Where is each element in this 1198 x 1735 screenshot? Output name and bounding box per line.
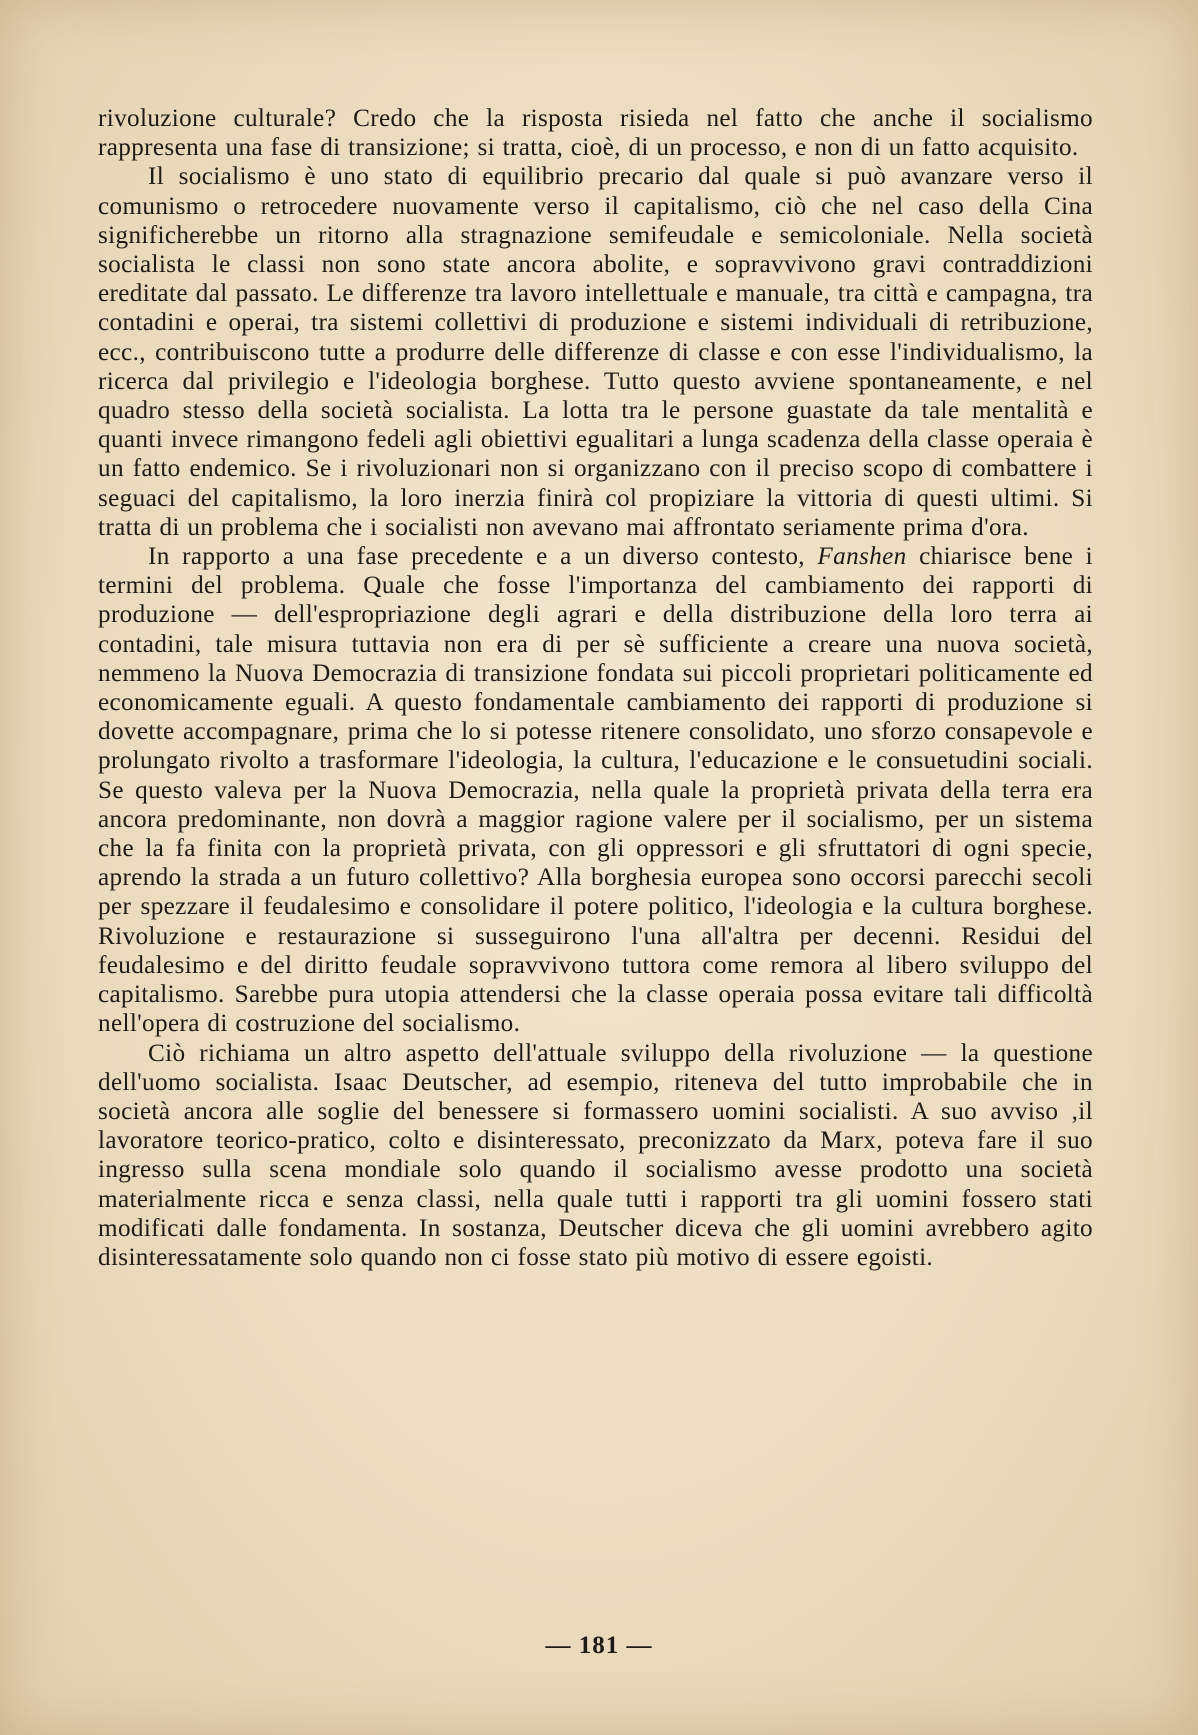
paragraph-1-text: rivoluzione culturale? Credo che la risposta risieda nel fatto che anche il socialismo rappresenta una fase di transizione; si tratta, cioè, di un processo, e non di un fatto acquisito. xyxy=(98,105,1093,162)
paragraph-1 xyxy=(98,104,1093,162)
paragraph-4-text: Ciò richiama un altro aspetto dell'attuale sviluppo della rivoluzione — la questione dell'uomo socialista. Isaac Deutscher, ad esempio, riteneva del tutto improbabile che in società ancora alle soglie del benessere si formassero uomini socialisti. A suo avviso ,il lavoratore teorico-pratico, colto e disinteressato, preconizzato da Marx, poteva fare il suo ingresso sulla scena mondiale solo quando il socialismo avesse prodotto una società materialmente ricca e senza classi, nella quale tutti i rapporti tra gli uomini fossero stati modificati dalle fondamenta. In sostanza, Deutscher diceva che gli uomini avrebbero agito disinteressatamente solo quando non ci fosse stato più motivo di essere egoisti. xyxy=(98,1039,1093,1271)
paragraph-2 xyxy=(98,162,1093,542)
paragraph-4 xyxy=(98,1039,1093,1273)
page-number: — 181 — xyxy=(545,1632,653,1659)
paragraph-3-text-a: In rapporto a una fase precedente e a un diverso contesto, xyxy=(148,543,818,571)
paragraph-3-text-b: chiarisce bene i termini del problema. Quale che fosse l'importanza del cambiamento dei rapporti di produzione — dell'espropriazione degli agrari e della distribuzione della loro terra ai contadini, tale misura tuttavia non era di per sè sufficiente a creare una nuova società, nemmeno la Nuova Democrazia di transizione fondata sui piccoli proprietari politicamente ed economicamente eguali. A questo fondamentale cambiamento dei rapporti di produzione si dovette accompagnare, prima che lo si potesse ritenere consolidato, uno sforzo consapevole e prolungato rivolto a trasformare l'ideologia, la cultura, l'educazione e le consuetudini sociali. Se questo valeva per la Nuova Democrazia, nella quale la proprietà privata della terra era ancora predominante, non dovrà a maggior ragione valere per il socialismo, per un sistema che la fa finita con la proprietà privata, con gli oppressori e gli sfruttatori di ogni specie, aprendo la strada a un futuro collettivo? Alla borghesia europea sono occorsi parecchi secoli per spezzare il feudalesimo e consolidare il potere politico, l'ideologia e la cultura borghese. Rivoluzione e restaurazione si susseguirono l'una all'altra per decenni. Residui del feudalesimo e del diritto feudale sopravvivono tuttora come remora al libero sviluppo del capitalismo. Sarebbe pura utopia attendersi che la classe operaia possa evitare tali difficoltà nell'opera di costruzione del socialismo. xyxy=(98,543,1093,1038)
book-title-fanshen: Fanshen xyxy=(817,543,907,571)
paragraph-2-text: Il socialismo è uno stato di equilibrio precario dal quale si può avanzare verso il comunismo o retrocedere nuovamente verso il capitalismo, ciò che nel caso della Cina significherebbe un ritorno alla stragnazione semifeudale e semicoloniale. Nella società socialista le classi non sono state ancora abolite, e sopravvivono gravi contraddizioni ereditate dal passato. Le differenze tra lavoro intellettuale e manuale, tra città e campagna, tra contadini e operai, tra sistemi collettivi di produzione e sistemi individuali di retribuzione, ecc., contribuiscono tutte a produrre delle differenze di classe e con esse l'individualismo, la ricerca dal privilegio e l'ideologia borghese. Tutto questo avviene spontaneamente, e nel quadro stesso della società socialista. La lotta tra le persone guastate da tale mentalità e quanti invece rimangono fedeli agli obiettivi egualitari a lunga scadenza della classe operaia è un fatto endemico. Se i rivoluzionari non si organizzano con il preciso scopo di combattere i seguaci del capitalismo, la loro inerzia finirà col propiziare la vittoria di questi ultimi. Si tratta di un problema che i socialisti non avevano mai affrontato seriamente prima d'ora. xyxy=(98,163,1093,541)
body-text xyxy=(98,104,1093,1272)
paragraph-3 xyxy=(98,542,1093,1038)
